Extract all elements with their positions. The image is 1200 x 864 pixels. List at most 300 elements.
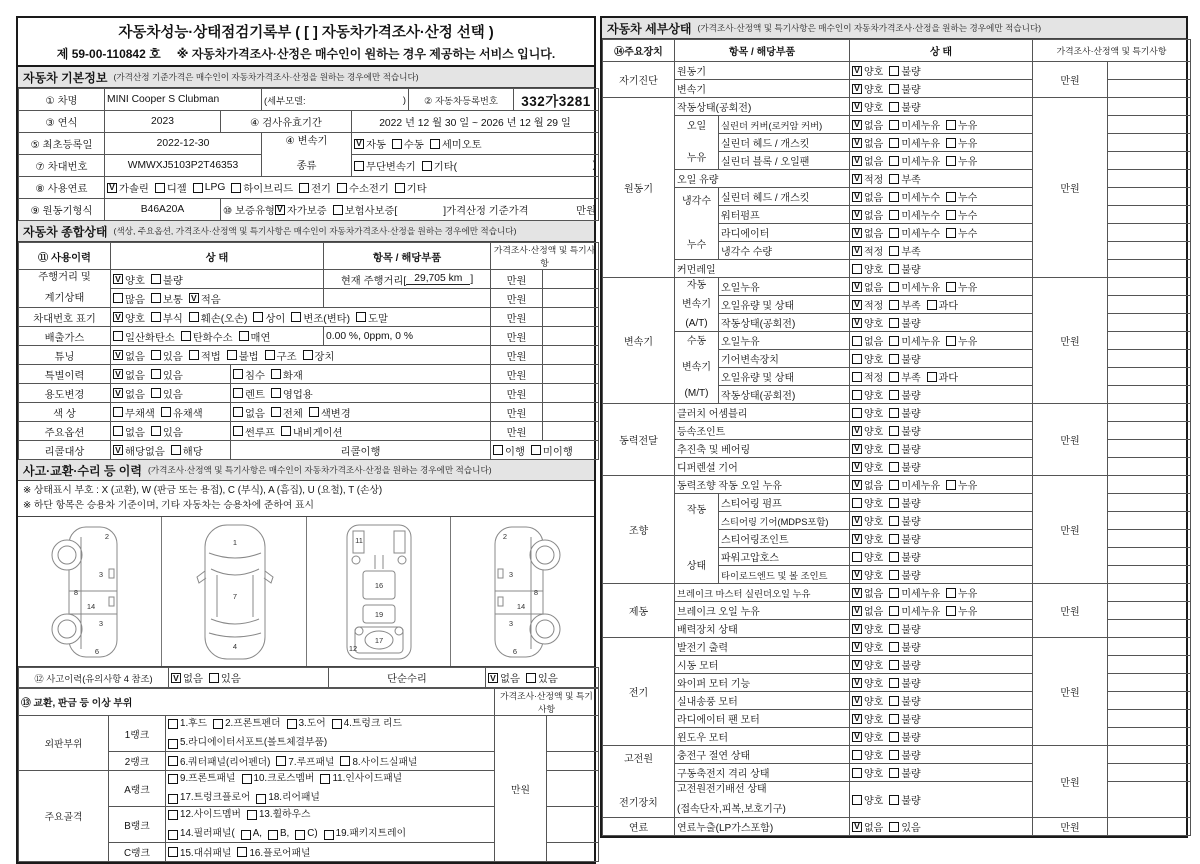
checkbox-있음[interactable] [889,819,920,834]
checkbox-label: 양호 [864,769,884,780]
cell [850,296,1033,314]
unchecked-box-icon [268,830,278,840]
checkbox-있음[interactable] [151,424,183,439]
unchecked-box-icon [946,480,956,490]
checkbox-C)[interactable] [295,829,317,840]
checkbox-양호[interactable] [852,261,883,276]
checkbox-불량[interactable] [889,747,920,762]
unchecked-box-icon [889,336,899,346]
checkbox-미세누수[interactable] [889,207,940,222]
checkbox-미세누유[interactable] [889,117,940,132]
checkbox-변조(변타)[interactable] [291,310,350,325]
checkbox-9.프론트패널[interactable] [168,774,236,785]
text: 실린더 블록 / 오일팬 [721,157,810,168]
unchecked-box-icon [151,426,161,436]
checkbox-도말[interactable] [356,310,388,325]
checkbox-세미오토[interactable] [430,136,482,151]
checkbox-없음[interactable] [113,386,145,401]
text: 고전원 [624,754,653,766]
checkbox-label: 양호 [864,499,884,510]
svg-text:19: 19 [374,609,384,619]
text: 디퍼렌셜 기어 [677,463,738,474]
checkbox-양호[interactable] [113,272,145,287]
cell [491,289,543,308]
svg-text:14: 14 [517,601,526,611]
cell [231,422,491,441]
checkbox-label: 양호 [864,661,884,672]
checkbox-불량[interactable] [889,315,920,330]
right-panel [600,16,1188,838]
checkbox-불량[interactable] [889,441,920,456]
text: 1랭크 [124,729,150,741]
checkbox-미세누유[interactable] [889,333,940,348]
checkbox-양호[interactable] [852,63,883,78]
checkbox-3.도어[interactable] [287,719,326,730]
checkbox-누유[interactable] [946,117,977,132]
unchecked-box-icon [247,810,257,820]
checkbox-화재[interactable] [271,367,303,382]
checkbox-미세누수[interactable] [889,189,940,204]
checkbox-양호[interactable] [852,387,883,402]
cell [675,638,850,656]
cell [719,242,850,260]
text: 추진축 및 베어링 [677,445,751,456]
checkbox-없음[interactable] [113,348,145,363]
checkbox-없음[interactable] [852,279,883,294]
unchecked-box-icon [193,183,203,193]
checkbox-기타([interactable] [422,158,457,173]
checkbox-양호[interactable] [852,495,883,510]
checkbox-있음[interactable] [526,670,558,685]
checkbox-가솔린[interactable] [107,180,149,195]
checkbox-미세누유[interactable] [889,585,940,600]
checkbox-불량[interactable] [889,63,920,78]
checkbox-label: 세미오토 [441,140,482,151]
checkbox-적음[interactable] [189,291,221,306]
checkbox-없음[interactable] [852,135,883,150]
section-basic-info [18,67,594,88]
group-high-voltage [603,746,675,818]
checkbox-label: 무단변속기 [366,162,416,173]
unchecked-box-icon [889,156,899,166]
checkbox-불량[interactable] [889,639,920,654]
text: 색 상 [53,408,76,420]
text: 상 태 [205,252,229,264]
checkbox-미세누유[interactable] [889,153,940,168]
checkbox-11.인사이드패널[interactable] [320,774,402,785]
checkbox-불량[interactable] [889,81,920,96]
checkbox-불량[interactable] [889,549,920,564]
text: ⑦ 차대번호 [35,162,88,173]
checkbox-적정[interactable] [852,369,883,384]
checkbox-10.크로스멤버[interactable] [242,774,315,785]
checkbox-양호[interactable] [852,747,883,762]
text: 동력전달 [619,436,658,447]
checkbox-8.사이드실패널[interactable] [340,754,417,768]
unchecked-box-icon [889,210,899,220]
checkbox-수소전기[interactable] [337,180,389,195]
checkbox-누수[interactable] [946,189,977,204]
summary-condition-table [18,242,599,460]
checkbox-자가보증[interactable] [275,202,327,217]
checkbox-적법[interactable] [189,348,221,363]
checkbox-없음[interactable] [852,189,883,204]
checkbox-내비게이션[interactable] [281,424,343,439]
checkbox-label: 무채색 [125,408,155,420]
checkbox-label: 6.쿼터패널(리어펜더) [180,757,271,769]
checkbox-미세누유[interactable] [889,603,940,618]
checkbox-부족[interactable] [889,297,920,312]
checkbox-누유[interactable] [946,153,977,168]
text: 변속기 [682,361,711,373]
checkbox-부족[interactable] [889,243,920,258]
checkbox-불량[interactable] [151,272,183,287]
checkbox-불량[interactable] [889,567,920,582]
checkbox-7.루프패널[interactable] [276,754,334,768]
checkbox-이행[interactable] [493,443,525,458]
checkbox-부식[interactable] [151,310,183,325]
checkbox-기타[interactable] [395,180,427,195]
checkbox-양호[interactable] [852,711,883,726]
text: (A/T) [685,317,708,329]
cell [111,308,491,327]
checkbox-양호[interactable] [852,315,883,330]
cell [850,566,1033,584]
checkbox-없음[interactable] [852,117,883,132]
checkbox-label: 수동 [403,140,424,151]
value-transmission-type2 [352,155,599,177]
unchecked-box-icon [168,847,178,857]
cell [543,327,599,346]
value-car-name [105,89,262,111]
checkbox-label: 있음 [162,370,183,382]
checkbox-양호[interactable] [852,792,883,807]
cell [1033,584,1108,638]
checkbox-13.휠하우스[interactable] [247,810,310,821]
checkbox-A,[interactable] [241,829,262,840]
checkbox-양호[interactable] [852,513,883,528]
checkbox-해당[interactable] [171,443,203,458]
unchecked-box-icon [946,336,956,346]
checkbox-16.플로어패널[interactable] [237,845,310,859]
checkbox-label: 없음 [864,157,884,168]
checkbox-14.필러패널([interactable] [168,829,235,840]
unchecked-box-icon [395,183,405,193]
cell [850,440,1033,458]
unchecked-box-icon [889,300,899,310]
text: 충전구 절연 상태 [677,751,751,762]
checked-box-icon: V [852,516,862,526]
unchecked-box-icon [852,390,862,400]
unchecked-box-icon [889,408,899,418]
checkbox-양호[interactable] [852,531,883,546]
svg-text:3: 3 [509,618,514,628]
checkbox-적정[interactable] [852,297,883,312]
checkbox-불량[interactable] [889,513,920,528]
checkbox-있음[interactable] [151,386,183,401]
text: 만원 [506,389,527,401]
checkbox-label: 누유 [957,607,978,618]
unchecked-box-icon [309,407,319,417]
cell [1108,476,1191,494]
checkbox-없음[interactable] [852,153,883,168]
checkbox-누유[interactable] [946,603,977,618]
checkbox-썬루프[interactable] [233,424,275,439]
checkbox-없음[interactable] [488,670,520,685]
sub-mt [675,332,719,404]
checkbox-없음[interactable] [852,207,883,222]
checkbox-과다[interactable] [927,369,958,384]
text: 전기 [628,688,649,699]
checkbox-누유[interactable] [946,333,977,348]
checkbox-5.라디에이터서포트(볼트체결부품)[interactable] [168,738,327,749]
text: 만원 [511,784,530,796]
checkbox-label: 부족 [901,373,921,384]
checkbox-없음[interactable] [852,585,883,600]
checkbox-양호[interactable] [852,81,883,96]
checkbox-불량[interactable] [889,351,920,366]
checkbox-양호[interactable] [852,657,883,672]
checkbox-무단변속기[interactable] [354,158,416,173]
checkbox-양호[interactable] [852,765,883,780]
checkbox-양호[interactable] [852,693,883,708]
checkbox-불량[interactable] [889,711,920,726]
cell [850,80,1033,98]
cell [491,422,543,441]
checkbox-탄화수소[interactable] [181,329,233,344]
checkbox-label: 불량 [901,769,921,780]
checkbox-불량[interactable] [889,792,920,807]
checkbox-미세누유[interactable] [889,477,940,492]
checkbox-누유[interactable] [946,585,977,600]
checkbox-2.프론트펜더[interactable] [213,719,281,730]
checkbox-18.리어패널[interactable] [256,793,319,804]
checkbox-불량[interactable] [889,495,920,510]
checkbox-label: 양호 [864,697,884,708]
checkbox-누유[interactable] [946,279,977,294]
checkbox-불량[interactable] [889,675,920,690]
checkbox-적정[interactable] [852,243,883,258]
checkbox-불량[interactable] [889,621,920,636]
checkbox-없음[interactable] [852,477,883,492]
section-basic-note: (가격산정 기준가격은 매수인이 자동차가격조사·산정을 원하는 경우에만 적습니다) [113,72,419,82]
checkbox-디젤[interactable] [155,180,187,195]
checkbox-양호[interactable] [852,621,883,636]
checkbox-렌트[interactable] [233,386,265,401]
checkbox-label: 보험사보증[ [344,206,398,217]
checkbox-무채색[interactable] [113,405,155,420]
checkbox-양호[interactable] [852,351,883,366]
checkbox-양호[interactable] [852,675,883,690]
cell [675,260,850,278]
checkbox-양호[interactable] [852,423,883,438]
checkbox-전기[interactable] [299,180,331,195]
checkbox-양호[interactable] [113,310,145,325]
checkbox-있음[interactable] [151,348,183,363]
checkbox-색변경[interactable] [309,405,351,420]
checkbox-6.쿼터패널(리어펜더)[interactable] [168,754,270,768]
checkbox-양호[interactable] [852,729,883,744]
checkbox-해당없음[interactable] [113,443,165,458]
checkbox-양호[interactable] [852,639,883,654]
checkbox-LPG[interactable] [193,182,226,193]
checkbox-불법[interactable] [227,348,259,363]
checkbox-없음[interactable] [852,225,883,240]
checkbox-구조[interactable] [265,348,297,363]
checkbox-label: 있음 [162,427,183,439]
checkbox-없음[interactable] [233,405,265,420]
text: ⑬ 교환, 판금 등 이상 부위 [21,698,133,710]
checkbox-없음[interactable] [852,819,883,834]
checkbox-없음[interactable] [113,367,145,382]
checkbox-보험사보증[[interactable] [333,202,398,217]
checkbox-미세누유[interactable] [889,135,940,150]
checkbox-전체[interactable] [271,405,303,420]
unchecked-box-icon [889,768,899,778]
checkbox-label: 양호 [864,85,884,96]
cell [850,404,1033,422]
checkbox-매연[interactable] [239,329,271,344]
checkbox-누수[interactable] [946,225,977,240]
checkbox-양호[interactable] [852,99,883,114]
checkbox-일산화탄소[interactable] [113,329,175,344]
cell [850,368,1033,386]
cell [850,620,1033,638]
text: 제동 [628,607,649,618]
checkbox-있음[interactable] [209,670,241,685]
checkbox-양호[interactable] [852,441,883,456]
cell [719,332,850,350]
cell [1108,368,1191,386]
checkbox-불량[interactable] [889,531,920,546]
checkbox-미이행[interactable] [531,443,573,458]
checkbox-불량[interactable] [889,765,920,780]
checkbox-장치[interactable] [303,348,335,363]
text: 가격조사·산정액 및 특기사항 [493,245,596,268]
checkbox-미세누유[interactable] [889,279,940,294]
cell [850,350,1033,368]
checkbox-label: 침수 [245,370,265,382]
checkbox-양호[interactable] [852,459,883,474]
checkbox-B,[interactable] [268,829,289,840]
unchecked-box-icon [271,388,281,398]
unchecked-box-icon [889,516,899,526]
checkbox-있음[interactable] [151,367,183,382]
checkbox-양호[interactable] [852,549,883,564]
checkbox-불량[interactable] [889,261,920,276]
checkbox-label: 과다 [938,373,958,384]
group-self-diagnosis [603,62,675,98]
checkbox-상이[interactable] [253,310,285,325]
checkbox-누유[interactable] [946,477,977,492]
unchecked-box-icon [889,795,899,805]
unchecked-box-icon [253,312,263,322]
checkbox-없음[interactable] [113,424,145,439]
checkbox-자동[interactable] [354,136,386,151]
checkbox-불량[interactable] [889,99,920,114]
checkbox-불량[interactable] [889,459,920,474]
checkbox-불량[interactable] [889,387,920,402]
checkbox-불량[interactable] [889,729,920,744]
checkbox-label: 양호 [864,733,884,744]
checkbox-보통[interactable] [151,291,183,306]
checkbox-침수[interactable] [233,367,265,382]
unchecked-box-icon [356,312,366,322]
checkbox-영업용[interactable] [271,386,313,401]
svg-text:2: 2 [503,531,508,541]
checkbox-양호[interactable] [852,405,883,420]
checkbox-label: 누수 [957,229,978,240]
checked-box-icon: V [852,588,862,598]
checkbox-양호[interactable] [852,567,883,582]
cell [675,602,850,620]
checkbox-없음[interactable] [852,603,883,618]
checkbox-없음[interactable] [171,670,203,685]
checkbox-많음[interactable] [113,291,145,306]
cell [850,458,1033,476]
checkbox-수동[interactable] [392,136,424,151]
checkbox-미세누수[interactable] [889,225,940,240]
checkbox-적정[interactable] [852,171,883,186]
checkbox-label: 없음 [125,351,145,363]
checkbox-누수[interactable] [946,207,977,222]
checkbox-불량[interactable] [889,405,920,420]
checkbox-과다[interactable] [927,297,958,312]
unchecked-box-icon [927,372,937,382]
text: 튜닝 [54,351,75,363]
checkbox-label: 양호 [864,265,884,276]
text: 변속기 [624,337,653,348]
checkbox-부족[interactable] [889,369,920,384]
checkbox-17.트렁크플로어[interactable] [168,793,250,804]
checked-box-icon: V [852,192,862,202]
unchecked-box-icon [392,139,402,149]
checkbox-15.대쉬패널[interactable] [168,845,231,859]
checkbox-12.사이드멤버[interactable] [168,810,241,821]
checkbox-label: 부족 [901,247,921,258]
checked-box-icon: V [852,642,862,652]
unchecked-box-icon [889,192,899,202]
checkbox-label: 불량 [162,275,183,287]
checkbox-불량[interactable] [889,657,920,672]
checkbox-label: 16.플로어패널 [249,848,311,860]
text: 현재 주행거리[ [340,275,407,287]
cell [850,278,1033,296]
cell [675,80,850,98]
checkbox-부족[interactable] [889,171,920,186]
cell [675,62,850,80]
checkbox-훼손(오손)[interactable] [189,310,248,325]
checkbox-누유[interactable] [946,135,977,150]
cell [850,782,1033,818]
checkbox-유채색[interactable] [161,405,203,420]
checkbox-불량[interactable] [889,423,920,438]
unchecked-box-icon [852,552,862,562]
document-header [18,18,594,67]
checkbox-label: 양호 [864,571,884,582]
checkbox-4.트렁크 리드[interactable] [332,719,402,730]
checkbox-하이브리드[interactable] [231,180,293,195]
cell [166,752,495,771]
checkbox-1.후드[interactable] [168,719,207,730]
checkbox-label: 불량 [901,427,921,438]
checkbox-불량[interactable] [889,693,920,708]
text: 오일유량 및 상태 [721,373,795,384]
checkbox-19.패키지트레이[interactable] [324,829,406,840]
checkbox-없음[interactable] [852,333,883,348]
cell [675,98,850,116]
rank-2 [109,752,166,771]
